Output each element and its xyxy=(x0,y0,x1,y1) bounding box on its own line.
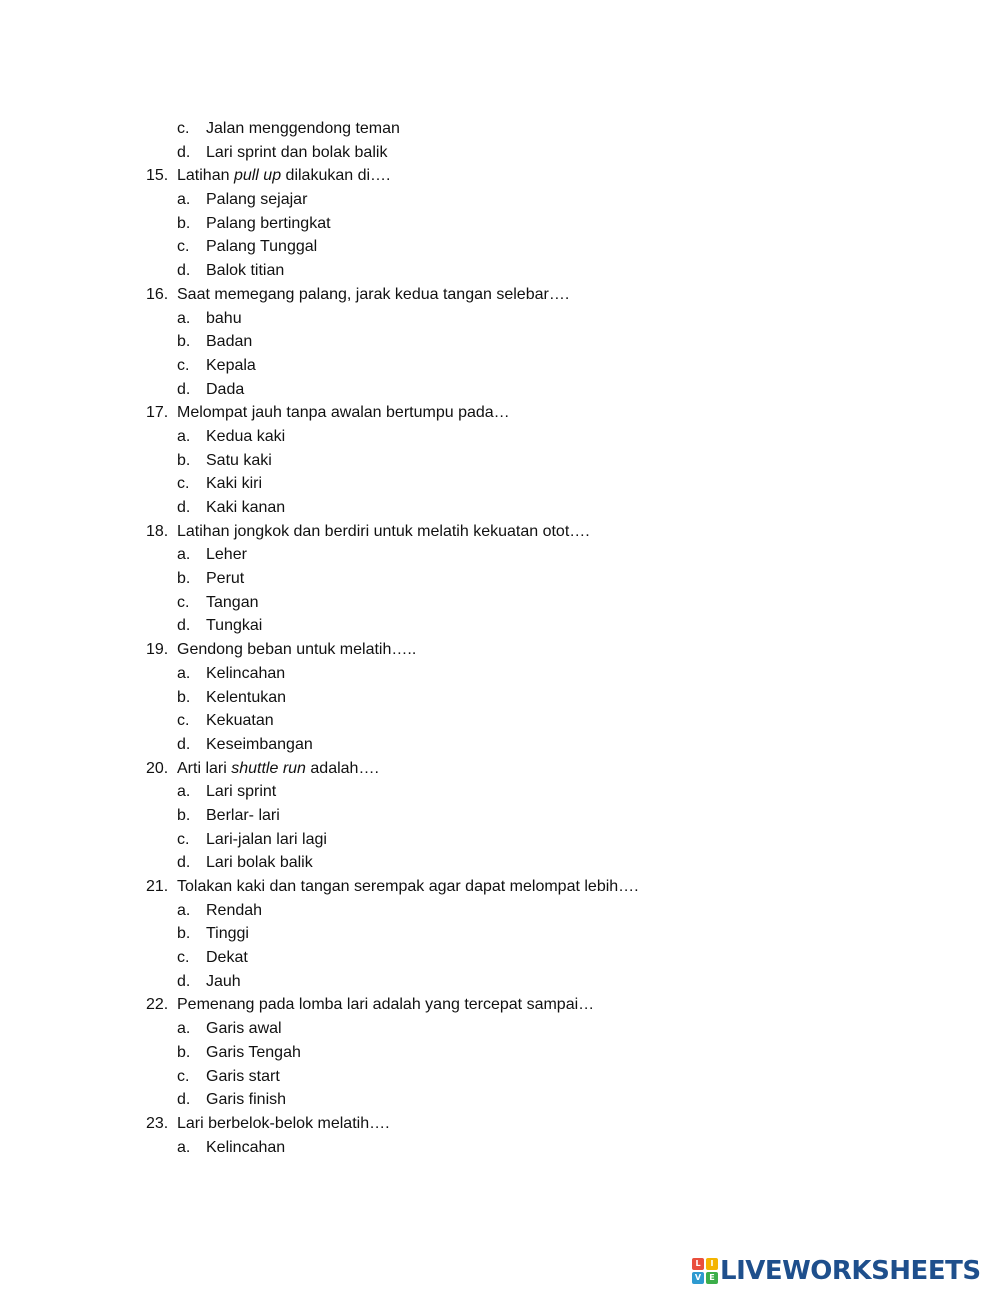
answer-option[interactable] xyxy=(0,212,1000,236)
option-letter: b. xyxy=(177,688,191,706)
option-letter: c. xyxy=(177,356,190,374)
option-letter: a. xyxy=(177,546,191,564)
option-text: Garis Tengah xyxy=(206,1043,301,1061)
question-text-part: Lari berbelok-belok melatih…. xyxy=(177,1114,390,1132)
option-letter: d. xyxy=(177,143,191,161)
option-letter: a. xyxy=(177,427,191,445)
question-text xyxy=(177,520,590,544)
option-letter: c. xyxy=(177,238,190,256)
option-text: bahu xyxy=(206,309,242,327)
option-letter: b. xyxy=(177,214,191,232)
option-letter: c. xyxy=(177,475,190,493)
question-number: 17. xyxy=(146,404,169,422)
answer-option[interactable] xyxy=(0,425,1000,449)
answer-option[interactable] xyxy=(0,354,1000,378)
answer-option[interactable] xyxy=(0,614,1000,638)
option-text: Balok titian xyxy=(206,262,285,280)
question-number: 19. xyxy=(146,641,169,659)
option-letter: d. xyxy=(177,617,191,635)
answer-option[interactable] xyxy=(0,496,1000,520)
option-letter: a. xyxy=(177,309,191,327)
question-number: 23. xyxy=(146,1114,169,1132)
option-letter: c. xyxy=(177,1067,190,1085)
answer-option[interactable] xyxy=(0,330,1000,354)
option-text: Lari sprint dan bolak balik xyxy=(206,143,388,161)
answer-option[interactable] xyxy=(0,1017,1000,1041)
question-number: 15. xyxy=(146,167,169,185)
option-text: Garis finish xyxy=(206,1091,287,1109)
question-text xyxy=(177,638,416,662)
answer-option[interactable] xyxy=(0,709,1000,733)
question-text xyxy=(177,164,390,188)
question-number: 20. xyxy=(146,759,169,777)
option-letter: a. xyxy=(177,901,191,919)
question-text-part: Arti lari xyxy=(177,759,232,777)
question-line xyxy=(0,757,1000,781)
answer-option[interactable] xyxy=(0,1136,1000,1160)
logo-icon-tile: L xyxy=(692,1258,704,1270)
answer-option[interactable] xyxy=(0,259,1000,283)
option-text: Kedua kaki xyxy=(206,427,286,445)
answer-option[interactable] xyxy=(0,970,1000,994)
answer-option[interactable] xyxy=(0,188,1000,212)
logo-icon-tile: V xyxy=(692,1272,704,1284)
question-text xyxy=(177,875,639,899)
option-letter: c. xyxy=(177,830,190,848)
answer-option[interactable] xyxy=(0,543,1000,567)
option-text: Leher xyxy=(206,546,247,564)
liveworksheets-logo xyxy=(692,1255,981,1287)
question-text-part: adalah…. xyxy=(305,759,379,777)
answer-option[interactable] xyxy=(0,141,1000,165)
option-text: Garis awal xyxy=(206,1020,282,1038)
question-item xyxy=(0,401,1000,519)
question-text-part: Pemenang pada lomba lari adalah yang tercepat sampai… xyxy=(177,996,595,1014)
option-letter: a. xyxy=(177,1138,191,1156)
question-item xyxy=(0,757,1000,875)
question-item xyxy=(0,283,1000,401)
question-line xyxy=(0,520,1000,544)
question-number: 22. xyxy=(146,996,169,1014)
option-letter: a. xyxy=(177,783,191,801)
option-letter: d. xyxy=(177,499,191,516)
option-text: Palang bertingkat xyxy=(206,214,331,232)
question-italic-term: shuttle run xyxy=(231,759,306,777)
option-letter: b. xyxy=(177,333,191,351)
option-text: Tungkai xyxy=(206,617,263,635)
question-number: 21. xyxy=(146,878,169,895)
option-text: Lari-jalan lari lagi xyxy=(206,830,327,848)
question-number: 16. xyxy=(146,285,169,303)
option-text: Tinggi xyxy=(206,925,249,943)
question-text xyxy=(177,283,569,307)
option-letter: c. xyxy=(177,120,190,137)
logo-icon-tile: E xyxy=(706,1272,718,1284)
answer-option[interactable] xyxy=(0,733,1000,757)
question-text xyxy=(177,1112,390,1136)
question-item xyxy=(0,164,1000,282)
question-text-part: Gendong beban untuk melatih….. xyxy=(177,641,417,659)
option-text: Tangan xyxy=(206,593,259,611)
question-text-part: Latihan jongkok dan berdiri untuk melatih kekuatan otot…. xyxy=(177,522,590,540)
question-line xyxy=(0,164,1000,188)
question-text xyxy=(177,401,510,425)
option-letter: a. xyxy=(177,1020,191,1038)
question-list xyxy=(0,164,1000,1159)
answer-option[interactable] xyxy=(0,1088,1000,1112)
option-text: Satu kaki xyxy=(206,451,272,469)
option-text: Lari sprint xyxy=(206,783,277,801)
question-text-part: Tolakan kaki dan tangan serempak agar dapat melompat lebih…. xyxy=(177,878,639,895)
question-item xyxy=(0,638,1000,756)
option-letter: c. xyxy=(177,712,190,730)
question-line xyxy=(0,1112,1000,1136)
answer-option[interactable] xyxy=(0,662,1000,686)
answer-option[interactable] xyxy=(0,307,1000,331)
option-text: Kaki kanan xyxy=(206,499,286,516)
option-text: Perut xyxy=(206,570,245,588)
option-letter: c. xyxy=(177,949,190,967)
answer-option[interactable] xyxy=(0,922,1000,946)
answer-option[interactable] xyxy=(0,828,1000,852)
answer-option[interactable] xyxy=(0,686,1000,710)
option-text: Dekat xyxy=(206,949,248,967)
answer-option[interactable] xyxy=(0,591,1000,615)
option-letter: d. xyxy=(177,1091,191,1109)
option-text: Kelentukan xyxy=(206,688,287,706)
option-text: Kaki kiri xyxy=(206,475,263,493)
option-text: Garis start xyxy=(206,1067,280,1085)
option-text: Kelincahan xyxy=(206,664,286,682)
option-text: Palang sejajar xyxy=(206,191,308,209)
option-letter: a. xyxy=(177,191,191,209)
question-text-part: Saat memegang palang, jarak kedua tangan selebar…. xyxy=(177,285,570,303)
question-line xyxy=(0,638,1000,662)
answer-option[interactable] xyxy=(0,235,1000,259)
question-text-part: Latihan xyxy=(177,167,234,185)
option-text: Rendah xyxy=(206,901,263,919)
worksheet-page xyxy=(0,117,1000,1159)
option-text: Badan xyxy=(206,333,253,351)
answer-option[interactable] xyxy=(0,567,1000,591)
option-letter: d. xyxy=(177,972,191,990)
answer-option[interactable] xyxy=(0,378,1000,402)
option-letter: d. xyxy=(177,735,191,753)
option-text: Jauh xyxy=(206,972,241,990)
answer-option[interactable] xyxy=(0,117,1000,141)
option-text: Kelincahan xyxy=(206,1138,286,1156)
question-item xyxy=(0,993,1000,1111)
question-line xyxy=(0,875,1000,899)
answer-option[interactable] xyxy=(0,1041,1000,1065)
option-letter: b. xyxy=(177,925,191,943)
logo-icon-tile: I xyxy=(706,1258,718,1270)
option-text: Keseimbangan xyxy=(206,735,313,753)
option-letter: b. xyxy=(177,1043,191,1061)
option-text: Berlar- lari xyxy=(206,806,280,824)
logo-text: LIVEWORKSHEETS xyxy=(720,1256,981,1286)
option-letter: b. xyxy=(177,570,191,588)
option-letter: d. xyxy=(177,854,191,872)
answer-option[interactable] xyxy=(0,780,1000,804)
question-item xyxy=(0,1112,1000,1159)
option-text: Palang Tunggal xyxy=(206,238,318,256)
answer-option[interactable] xyxy=(0,449,1000,473)
question-italic-term: pull up xyxy=(233,167,282,185)
option-text: Jalan menggendong teman xyxy=(206,120,400,137)
question-text-part: Melompat jauh tanpa awalan bertumpu pada… xyxy=(177,404,510,422)
option-letter: b. xyxy=(177,806,191,824)
option-letter: a. xyxy=(177,664,191,682)
option-text: Kekuatan xyxy=(206,712,274,730)
option-letter: d. xyxy=(177,380,191,398)
question-line xyxy=(0,401,1000,425)
answer-option[interactable] xyxy=(0,472,1000,496)
option-letter: b. xyxy=(177,451,191,469)
liveworksheets-logo-icon xyxy=(692,1258,718,1284)
option-text: Lari bolak balik xyxy=(206,854,313,872)
question-line xyxy=(0,993,1000,1017)
answer-option[interactable] xyxy=(0,1065,1000,1089)
question-text xyxy=(177,993,594,1017)
question-text xyxy=(177,757,379,781)
question-number: 18. xyxy=(146,522,169,540)
question-text-part: dilakukan di…. xyxy=(281,167,391,185)
option-text: Kepala xyxy=(206,356,256,374)
answer-option[interactable] xyxy=(0,804,1000,828)
answer-option[interactable] xyxy=(0,899,1000,923)
option-text: Dada xyxy=(206,380,245,398)
option-letter: c. xyxy=(177,593,190,611)
carryover-options xyxy=(0,117,1000,164)
option-letter: d. xyxy=(177,262,191,280)
question-item xyxy=(0,520,1000,638)
question-line xyxy=(0,283,1000,307)
answer-option[interactable] xyxy=(0,851,1000,875)
answer-option[interactable] xyxy=(0,946,1000,970)
question-item xyxy=(0,875,1000,993)
